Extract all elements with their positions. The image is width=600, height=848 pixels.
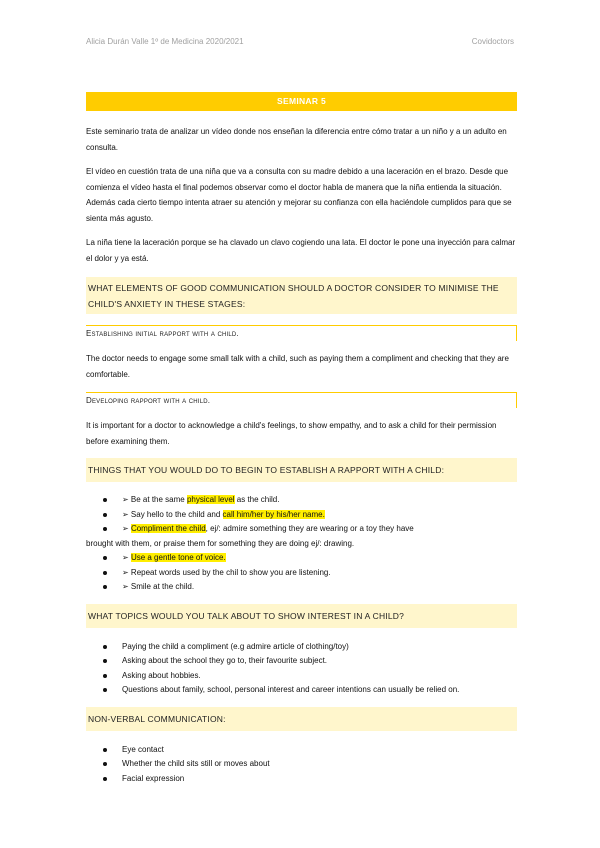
list-item: ➢ Use a gentle tone of voice. [86, 551, 517, 566]
subsection-text: It is important for a doctor to acknowledge a child's feelings, to show empathy, and to ask a child for their permission before examining them. [86, 421, 497, 446]
highlight: physical level [186, 495, 235, 504]
list-item: ➢ Be at the same physical level as the child. [86, 493, 517, 508]
bullet-icon [103, 527, 107, 531]
list-item: Asking about the school they go to, their favourite subject. [86, 654, 517, 669]
intro-paragraph-3: La niña tiene la laceración porque se ha clavado un clavo cogiendo una lata. El doctor le pone una inyección para calmar el dolor y ya está. [86, 238, 516, 263]
list-item: Asking about hobbies. [86, 669, 517, 684]
list-item-continuation: brought with them, or praise them for something they are doing ej/: drawing. [86, 538, 355, 548]
subsection-title: Developing rapport with a child. [86, 392, 516, 408]
section-heading-rapport: THINGS THAT YOU WOULD DO TO BEGIN TO ESTABLISH A RAPPORT WITH A CHILD: [86, 458, 517, 482]
seminar-title: SEMINAR 5 [86, 92, 517, 111]
bullet-icon [103, 688, 107, 692]
subsection-text: The doctor needs to engage some small talk with a child, such as paying them a compliment and checking that they are comfortable. [86, 354, 509, 379]
bullet-icon [103, 585, 107, 589]
section-heading-communication: WHAT ELEMENTS OF GOOD COMMUNICATION SHOULD A DOCTOR CONSIDER TO MINIMISE THE CHILD'S ANXIETY IN THESE STAGES: [86, 277, 517, 314]
list-item: ➢ Compliment the child, ej/: admire something they are wearing or a toy they have [86, 522, 517, 537]
section-heading-nonverbal: NON-VERBAL COMMUNICATION: [86, 707, 517, 731]
header-author: Alicia Durán Valle 1º de Medicina 2020/2021 [86, 37, 244, 46]
list-item: ➢ Repeat words used by the chil to show you are listening. [86, 566, 517, 581]
intro-paragraph-2: El vídeo en cuestión trata de una niña que va a consulta con su madre debido a una laceración en el brazo. Desde que comienza el vídeo hasta el final podemos observar como el doctor habla de manera que la niña entienda la situación. Además cada cierto tiempo intenta atraer su atención y mejorar su confianza con ella haciéndole cumplidos para que se sienta más agusto. [86, 167, 512, 223]
nonverbal-list [86, 743, 517, 787]
bullet-icon [103, 513, 107, 517]
highlight: Use a gentle tone of voice. [130, 553, 226, 562]
bullet-icon [103, 674, 107, 678]
list-item: Whether the child sits still or moves about [86, 757, 517, 772]
section-heading-topics: WHAT TOPICS WOULD YOU TALK ABOUT TO SHOW INTEREST IN A CHILD? [86, 604, 517, 628]
highlight: Compliment the child [130, 524, 206, 533]
bullet-icon [103, 645, 107, 649]
rapport-list [86, 493, 517, 595]
list-item: ➢ Say hello to the child and call him/her by his/her name. [86, 508, 517, 523]
subsection-initial-rapport [86, 325, 517, 341]
topics-list [86, 640, 517, 698]
subsection-title: Establishing initial rapport with a child. [86, 325, 516, 341]
bullet-icon [103, 659, 107, 663]
highlight: call him/her by his/her name. [222, 509, 325, 519]
document-body [86, 92, 517, 786]
bullet-icon [103, 571, 107, 575]
bullet-icon [103, 556, 107, 560]
bullet-icon [103, 762, 107, 766]
header-project: Covidoctors [471, 37, 514, 46]
subsection-developing-rapport [86, 392, 517, 408]
list-item: Paying the child a compliment (e.g admire article of clothing/toy) [86, 640, 517, 655]
page-header [86, 37, 514, 46]
intro-paragraph-1: Este seminario trata de analizar un vídeo donde nos enseñan la diferencia entre cómo tratar a un niño y a un adulto en consulta. [86, 127, 507, 152]
bullet-icon [103, 498, 107, 502]
list-item: Facial expression [86, 772, 517, 787]
list-item: ➢ Smile at the child. [86, 580, 517, 595]
bullet-icon [103, 748, 107, 752]
bullet-icon [103, 777, 107, 781]
list-item: Eye contact [86, 743, 517, 758]
list-item: Questions about family, school, personal interest and career intentions can usually be relied on. [86, 683, 517, 698]
